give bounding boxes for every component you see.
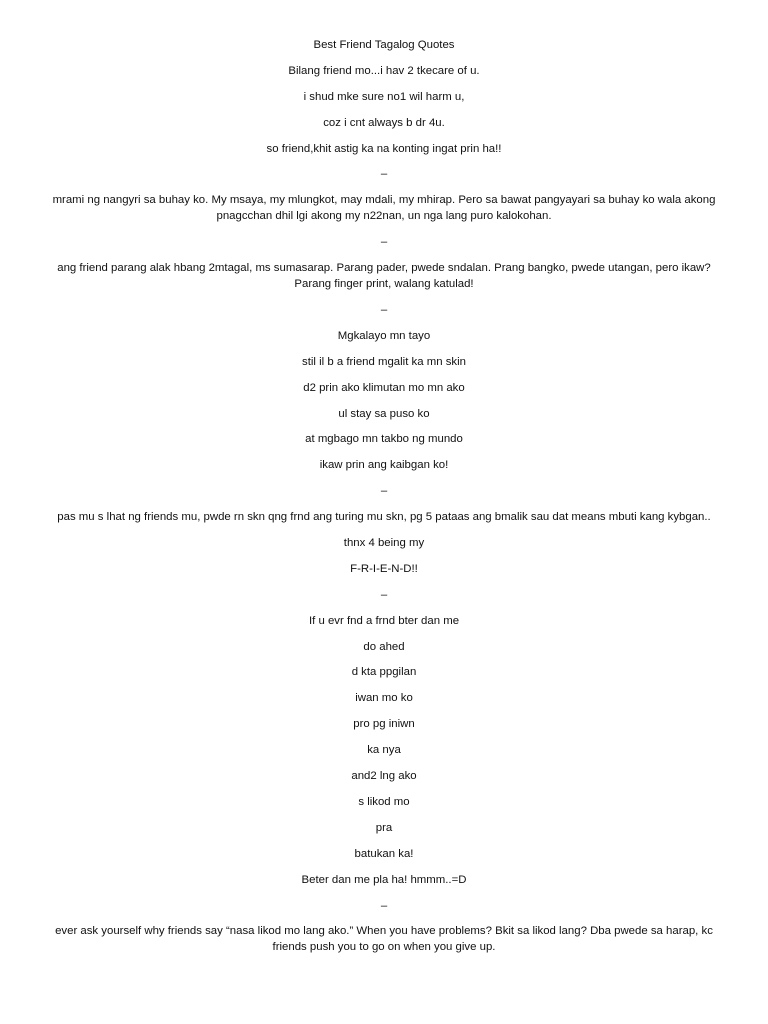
text-line: s likod mo (358, 795, 410, 808)
paragraph: pas mu s lhat ng friends mu, pwde rn skn qng frnd ang turing mu skn, pg 5 pataas ang bmalik sau dat means mbuti kang kybgan.. (57, 511, 711, 524)
paragraph: ang friend parang alak hbang 2mtagal, ms sumasarap. Parang pader, pwede sndalan. Prang bangko, pwede utangan, pero ikaw? Parang finger print, walang katulad! (57, 262, 711, 291)
text-line: ikaw prin ang kaibgan ko! (319, 459, 449, 472)
separator-dash: – (380, 588, 388, 601)
separator-dash: – (380, 304, 388, 317)
text-line: pra (375, 821, 393, 834)
text-line: and2 lng ako (351, 770, 417, 783)
separator-dash: – (380, 236, 388, 249)
separator-dash: – (380, 899, 388, 912)
text-line: F-R-I-E-N-D!! (350, 562, 418, 575)
paragraph: mrami ng nangyri sa buhay ko. My msaya, my mlungkot, may mdali, my mhirap. Pero sa bawat pangyayari sa buhay ko wala akong pnagcchan dhil lgi akong my n22nan, un nga lang puro kalokohan. (52, 194, 716, 223)
text-line: d kta ppgilan (351, 666, 417, 679)
text-line: d2 prin ako klimutan mo mn ako (303, 381, 465, 394)
text-line: ul stay sa puso ko (338, 407, 430, 420)
text-line: at mgbago mn takbo ng mundo (305, 433, 463, 446)
text-line: pro pg iniwn (353, 718, 415, 731)
text-line: thnx 4 being my (343, 537, 425, 550)
text-line: Bilang friend mo...i hav 2 tkecare of u. (288, 64, 480, 77)
text-line: so friend,khit astig ka na konting ingat prin ha!! (266, 142, 502, 155)
text-line: Mgkalayo mn tayo (337, 329, 431, 342)
text-line: stil il b a friend mgalit ka mn skin (302, 355, 466, 368)
text-line: do ahed (363, 640, 405, 653)
document-title: Best Friend Tagalog Quotes (313, 39, 455, 51)
text-line: coz i cnt always b dr 4u. (323, 116, 445, 129)
document-body (40, 37, 728, 965)
text-line: Beter dan me pla ha! hmmm..=D (301, 873, 467, 886)
text-line: If u evr fnd a frnd bter dan me (308, 614, 460, 627)
separator-dash: – (380, 168, 388, 181)
text-line: batukan ka! (354, 847, 414, 860)
text-line: iwan mo ko (355, 692, 413, 705)
text-line: ka nya (367, 744, 401, 757)
paragraph: ever ask yourself why friends say “nasa likod mo lang ako.” When you have problems? Bkit sa likod lang? Dba pwede sa harap, kc friends push you to go on when you give up. (55, 925, 713, 954)
separator-dash: – (380, 485, 388, 498)
text-line: i shud mke sure no1 wil harm u, (303, 90, 465, 103)
